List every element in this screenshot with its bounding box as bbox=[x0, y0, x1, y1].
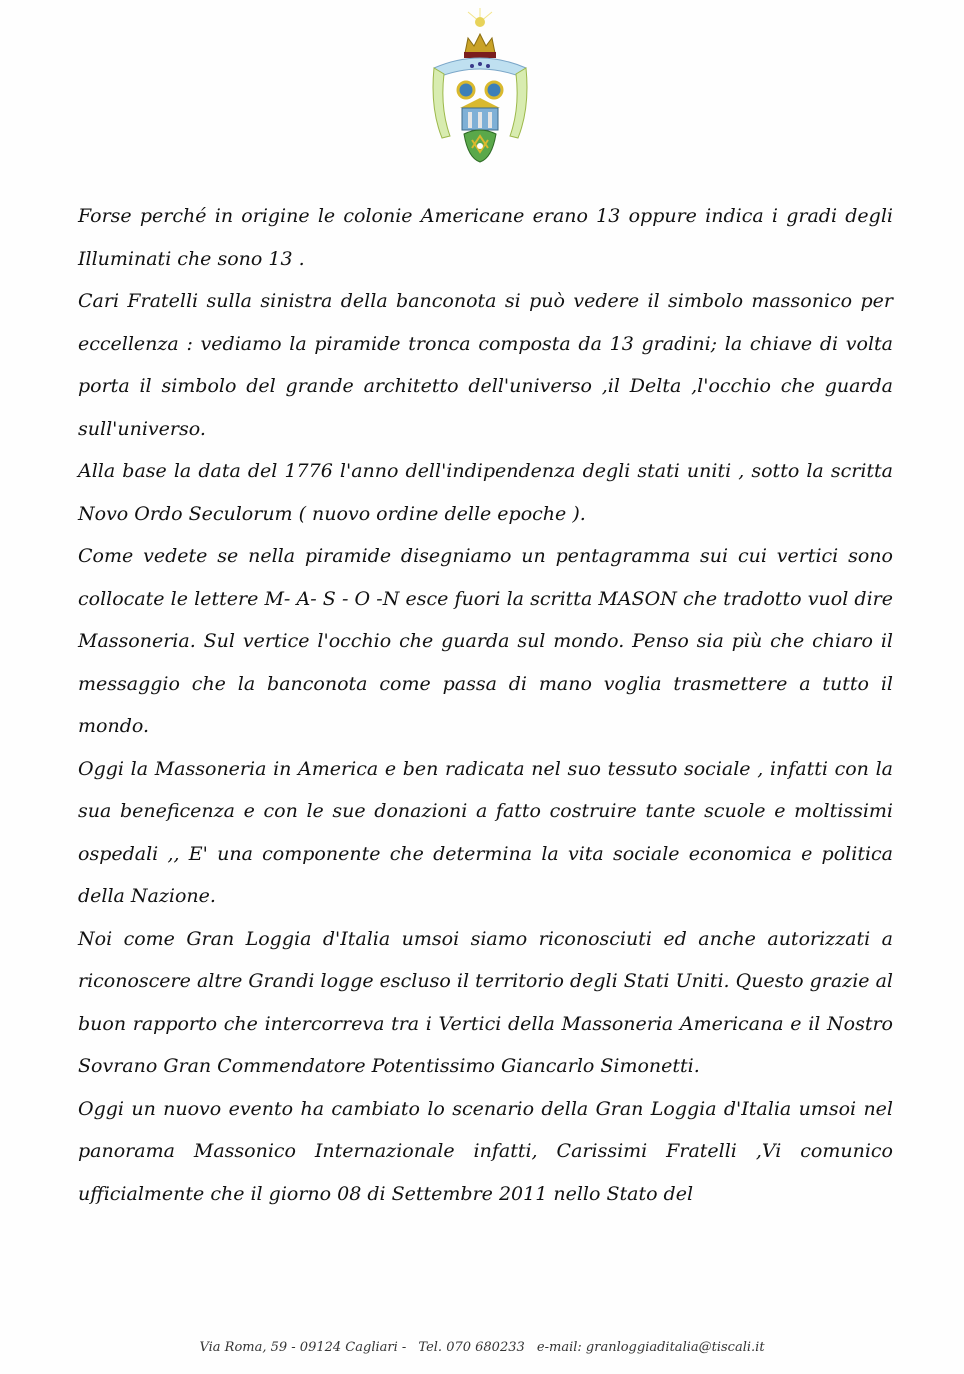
paragraph: Oggi un nuovo evento ha cambiato lo scenario della Gran Loggia d'Italia umsoi nel panorama Massonico Internazionale infatti, Carissimi Fratelli ,Vi comunico ufficialmente che il giorno 08 di Settembre 2011 nello Stato del bbox=[78, 1097, 893, 1205]
letter-body bbox=[78, 195, 893, 1215]
paragraph: Noi come Gran Loggia d'Italia umsoi siamo riconosciuti ed anche autorizzati a riconoscere altre Grandi logge escluso il territorio degli Stati Uniti. Questo grazie al buon rapporto che intercorreva tra i Vertici della Massoneria Americana e il Nostro Sovrano Gran Commendatore Potentissimo Giancarlo Simonetti. bbox=[78, 927, 893, 1077]
masonic-crest-icon bbox=[420, 8, 540, 168]
letterhead-footer bbox=[0, 1340, 964, 1355]
paragraph: Forse perché in origine le colonie Americane erano 13 oppure indica i gradi degli Illuminati che sono 13 . bbox=[78, 205, 893, 270]
footer-address: Via Roma, 59 - 09124 Cagliari - bbox=[199, 1340, 407, 1355]
footer-email: e-mail: granloggiaditalia@tiscali.it bbox=[536, 1340, 765, 1355]
paragraph: Cari Fratelli sulla sinistra della banconota si può vedere il simbolo massonico per eccellenza : vediamo la piramide tronca composta da 13 gradini; la chiave di volta porta il simbolo del grande architetto dell'universo ,il Delta ,l'occhio che guarda sull'universo. bbox=[78, 290, 893, 440]
footer-phone: Tel. 070 680233 bbox=[418, 1340, 525, 1355]
paragraph: Alla base la data del 1776 l'anno dell'indipendenza degli stati uniti , sotto la scritta Novo Ordo Seculorum ( nuovo ordine delle epoche ). bbox=[78, 460, 893, 525]
paragraph: Oggi la Massoneria in America e ben radicata nel suo tessuto sociale , infatti con la sua beneficenza e con le sue donazioni a fatto costruire tante scuole e moltissimi ospedali ,, E' una componente che determina la vita sociale economica e politica della Nazione. bbox=[78, 757, 893, 907]
paragraph: Come vedete se nella piramide disegniamo un pentagramma sui cui vertici sono collocate le lettere M- A- S - O -N esce fuori la scritta MASON che tradotto vuol dire Massoneria. Sul vertice l'occhio che guarda sul mondo. Penso sia più che chiaro il messaggio che la banconota come passa di mano voglia trasmettere a tutto il mondo. bbox=[78, 545, 893, 737]
